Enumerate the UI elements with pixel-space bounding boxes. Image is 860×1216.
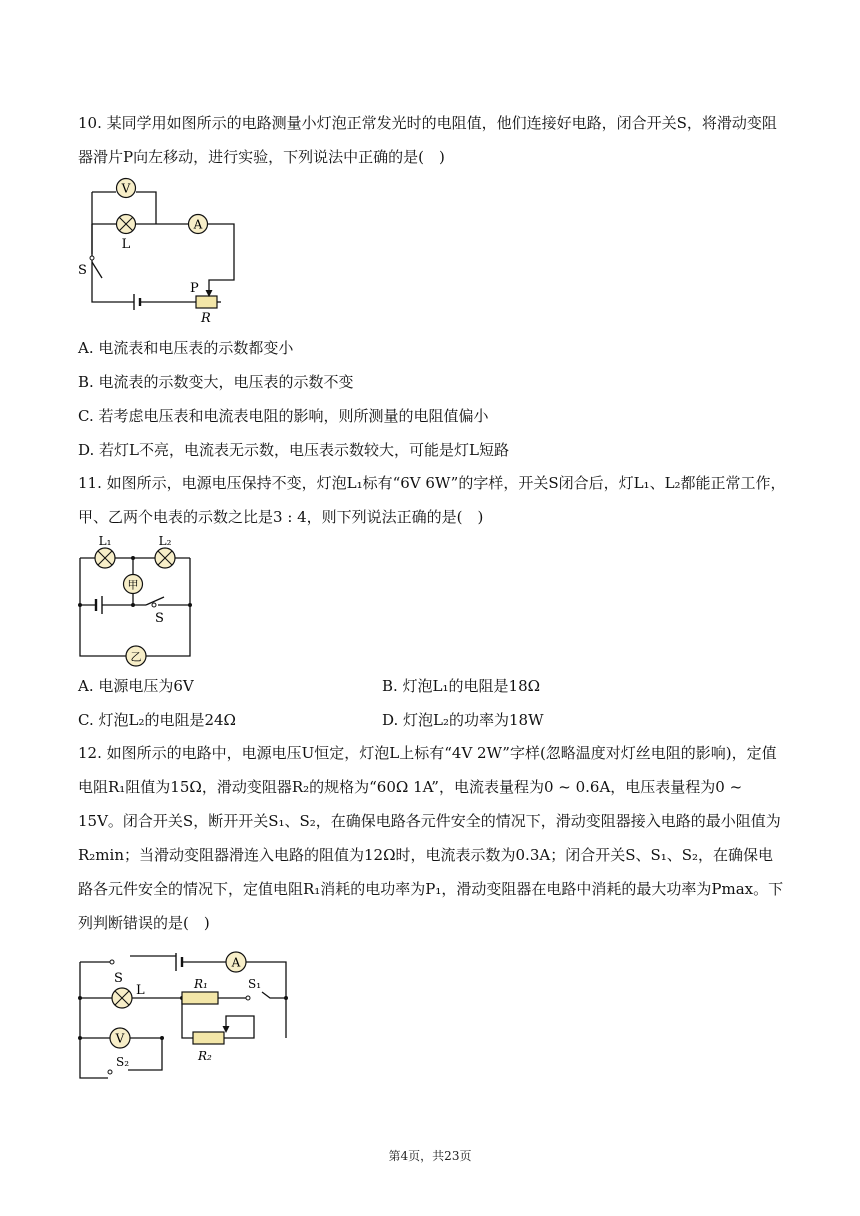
voltmeter-icon bbox=[110, 1028, 130, 1048]
voltmeter-icon bbox=[117, 179, 136, 198]
q11-circuit-diagram bbox=[76, 534, 216, 670]
lamp-label: L bbox=[121, 237, 131, 252]
q10-option-d[interactable]: D. 若灯L不亮，电流表无示数，电压表示数较大，可能是灯L短路 bbox=[78, 441, 509, 459]
rheostat-label: R bbox=[201, 311, 211, 324]
slider-label: P bbox=[190, 281, 199, 296]
junction-icon bbox=[78, 603, 82, 607]
ammeter-icon bbox=[226, 952, 246, 972]
q12-circuit-diagram bbox=[76, 948, 296, 1086]
s1-label: S₁ bbox=[248, 977, 262, 991]
rheostat-icon bbox=[196, 296, 217, 308]
svg-text:V: V bbox=[121, 181, 131, 196]
svg-text:甲: 甲 bbox=[127, 578, 139, 592]
q11-option-a[interactable]: A. 电源电压为6V bbox=[78, 677, 194, 695]
lamp2-label: L₂ bbox=[158, 534, 172, 548]
q11-option-c[interactable]: C. 灯泡L₂的电阻是24Ω bbox=[78, 711, 236, 729]
r1-icon bbox=[182, 992, 218, 1004]
switch-label: S bbox=[78, 263, 87, 278]
switch-s-label: S bbox=[114, 971, 123, 986]
r1-label: R₁ bbox=[194, 977, 208, 991]
lamp-icon bbox=[117, 215, 136, 234]
junction-icon bbox=[78, 996, 82, 1000]
q10-stem: 10. 某同学用如图所示的电路测量小灯泡正常发光时的电阻值，他们连接好电路，闭合开关S，将滑动变阻器滑片P向左移动，进行实验，下列说法中正确的是( ) bbox=[78, 114, 777, 166]
junction-icon bbox=[188, 603, 192, 607]
q10-option-a[interactable]: A. 电流表和电压表的示数都变小 bbox=[78, 339, 294, 357]
q11-option-b[interactable]: B. 灯泡L₁的电阻是18Ω bbox=[382, 677, 541, 695]
lamp1-icon bbox=[95, 548, 115, 568]
s2-label: S₂ bbox=[116, 1055, 130, 1069]
junction-icon bbox=[131, 556, 135, 560]
svg-text:A: A bbox=[193, 217, 203, 232]
meter-jia-icon bbox=[124, 575, 143, 594]
battery-icon bbox=[134, 294, 140, 310]
lamp-label: L bbox=[136, 983, 145, 998]
svg-text:V: V bbox=[115, 1031, 125, 1046]
lamp1-label: L₁ bbox=[98, 534, 112, 548]
switch-contact-icon bbox=[110, 960, 114, 964]
q11-stem: 11. 如图所示，电源电压保持不变，灯泡L₁标有“6V 6W”的字样，开关S闭合后，灯L₁、L₂都能正常工作，甲、乙两个电表的示数之比是3 : 4，则下列说法正确的是( ) bbox=[78, 474, 786, 526]
lamp-icon bbox=[112, 988, 132, 1008]
q11-option-d[interactable]: D. 灯泡L₂的功率为18W bbox=[382, 711, 544, 729]
switch-contact-icon bbox=[90, 256, 94, 260]
switch-contact-icon bbox=[152, 603, 156, 607]
r2-icon bbox=[193, 1032, 224, 1044]
q10-option-b[interactable]: B. 电流表的示数变大，电压表的示数不变 bbox=[78, 373, 354, 391]
junction-icon bbox=[160, 1036, 164, 1040]
svg-text:A: A bbox=[231, 955, 241, 970]
battery-icon bbox=[176, 953, 182, 971]
r2-label: R₂ bbox=[198, 1049, 212, 1063]
q10-circuit-diagram bbox=[76, 174, 256, 324]
page-footer: 第4页，共23页 bbox=[388, 1149, 472, 1163]
meter-yi-icon bbox=[126, 646, 146, 666]
switch-contact-icon bbox=[246, 996, 250, 1000]
q10-option-c[interactable]: C. 若考虑电压表和电流表电阻的影响，则所测量的电阻值偏小 bbox=[78, 407, 489, 425]
switch-contact-icon bbox=[108, 1070, 112, 1074]
junction-icon bbox=[131, 603, 135, 607]
junction-icon bbox=[284, 996, 288, 1000]
junction-icon bbox=[78, 1036, 82, 1040]
switch-label: S bbox=[155, 611, 164, 626]
q12-stem: 12. 如图所示的电路中，电源电压U恒定，灯泡L上标有“4V 2W”字样(忽略温度对灯丝电阻的影响)，定值电阻R₁阻值为15Ω，滑动变阻器R₂的规格为“60Ω 1A”，电流表量程为0 ~ 0.6A，电压表量程为0 ~ 15V。闭合开关S，断开开关S₁、S₂，在确保电路各元件安全的情况下，滑动变阻器接入电路的最小阻值为R₂min；当滑动变阻器滑连入电路的阻值为12Ω时，电流表示数为0.3A；闭合开关S、S₁、S₂，在确保电路各元件安全的情况下，定值电阻R₁消耗的电功率为P₁，滑动变阻器在电路中消耗的最大功率为Pmax。下列判断错误的是( ) bbox=[78, 744, 784, 932]
battery-icon bbox=[96, 596, 102, 614]
ammeter-icon bbox=[189, 215, 208, 234]
svg-text:乙: 乙 bbox=[130, 650, 142, 664]
lamp2-icon bbox=[155, 548, 175, 568]
